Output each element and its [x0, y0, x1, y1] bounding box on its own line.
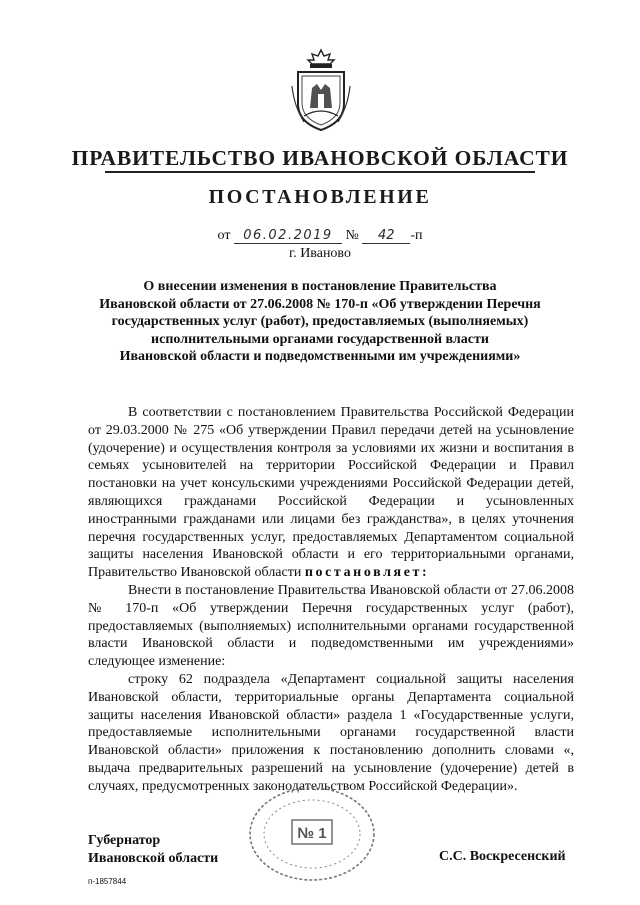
official-stamp — [240, 778, 384, 886]
signatory-name: С.С. Воскресенский — [439, 849, 566, 864]
date-number-line — [0, 228, 640, 244]
subject-line: О внесении изменения в постановление Правительства — [143, 279, 497, 294]
government-title: ПРАВИТЕЛЬСТВО ИВАНОВСКОЙ ОБЛАСТИ — [71, 146, 569, 170]
document-date: 06.02.2019 — [234, 228, 342, 244]
subject-line: государственных услуг (работ), предоставляемых (выполняемых) — [111, 314, 529, 330]
coat-of-arms-emblem — [290, 46, 352, 132]
document-subject — [88, 278, 552, 366]
decree-word: постановляет: — [304, 565, 430, 581]
number-suffix: -п — [410, 228, 423, 243]
city: г. Иваново — [289, 246, 351, 261]
subject-line: Ивановской области от 27.06.2008 № 170-п «Об утверждении Перечня — [99, 296, 541, 312]
stamp-number: № 1 — [297, 825, 327, 842]
date-prefix: от — [217, 228, 231, 243]
document-code: п-1857844 — [88, 877, 127, 886]
document-number: 42 — [362, 228, 410, 244]
document-body — [88, 404, 574, 796]
number-prefix: № — [345, 228, 359, 243]
signatory-title-line: Ивановской области — [88, 850, 219, 866]
body-paragraph — [88, 404, 574, 582]
preamble-text: В соответствии с постановлением Правительства Российской Федерации от 29.03.2000 № 275 «Об утверждении Правил передачи детей на усыновление (удочерение) и осуществления контроля за условиями их жизни и воспитания в семьях усыновителей на территории Российской Федерации и Правил постановки на учет консульскими учреждениями Российской Федерации детей, являющихся гражданами Российской Федерации и усыновленных иностранными гражданами или лицами без гражданства», в целях уточнения перечня государственных услуг, предоставляемых Департаментом социальной защиты населения Ивановской области и его территориальными органами, Правительство Ивановской области — [88, 405, 574, 581]
title-underline — [105, 171, 535, 173]
body-paragraph: Внести в постановление Правительства Ивановской области от 27.06.2008 № 170-п «Об утверждении Перечня государственных услуг (работ), предоставляемых (выполняемых) исполнительными органами государственной власти Ивановской области и подведомственными им учреждениями» следующее изменение: — [88, 582, 574, 670]
document-type: ПОСТАНОВЛЕНИЕ — [208, 186, 432, 208]
subject-line: Ивановской области и подведомственными им учреждениями» — [119, 349, 521, 365]
signatory-title — [88, 832, 218, 867]
signatory-title-line: Губернатор — [88, 833, 161, 848]
body-paragraph: строку 62 подраздела «Департамент социальной защиты населения Ивановской области, территориальные органы Департамента социальной защиты населения Ивановской области» раздела 1 «Государственные услуги, предоставляемые исполнительными органами государственной власти Ивановской области» приложения к постановлению дополнить словами «, выдача предварительных разрешений на усыновление (удочерение) детей в случаях, предусмотренных законодательством Российской Федерации». — [88, 671, 574, 794]
subject-line: исполнительными органами государственной власти — [151, 331, 489, 347]
